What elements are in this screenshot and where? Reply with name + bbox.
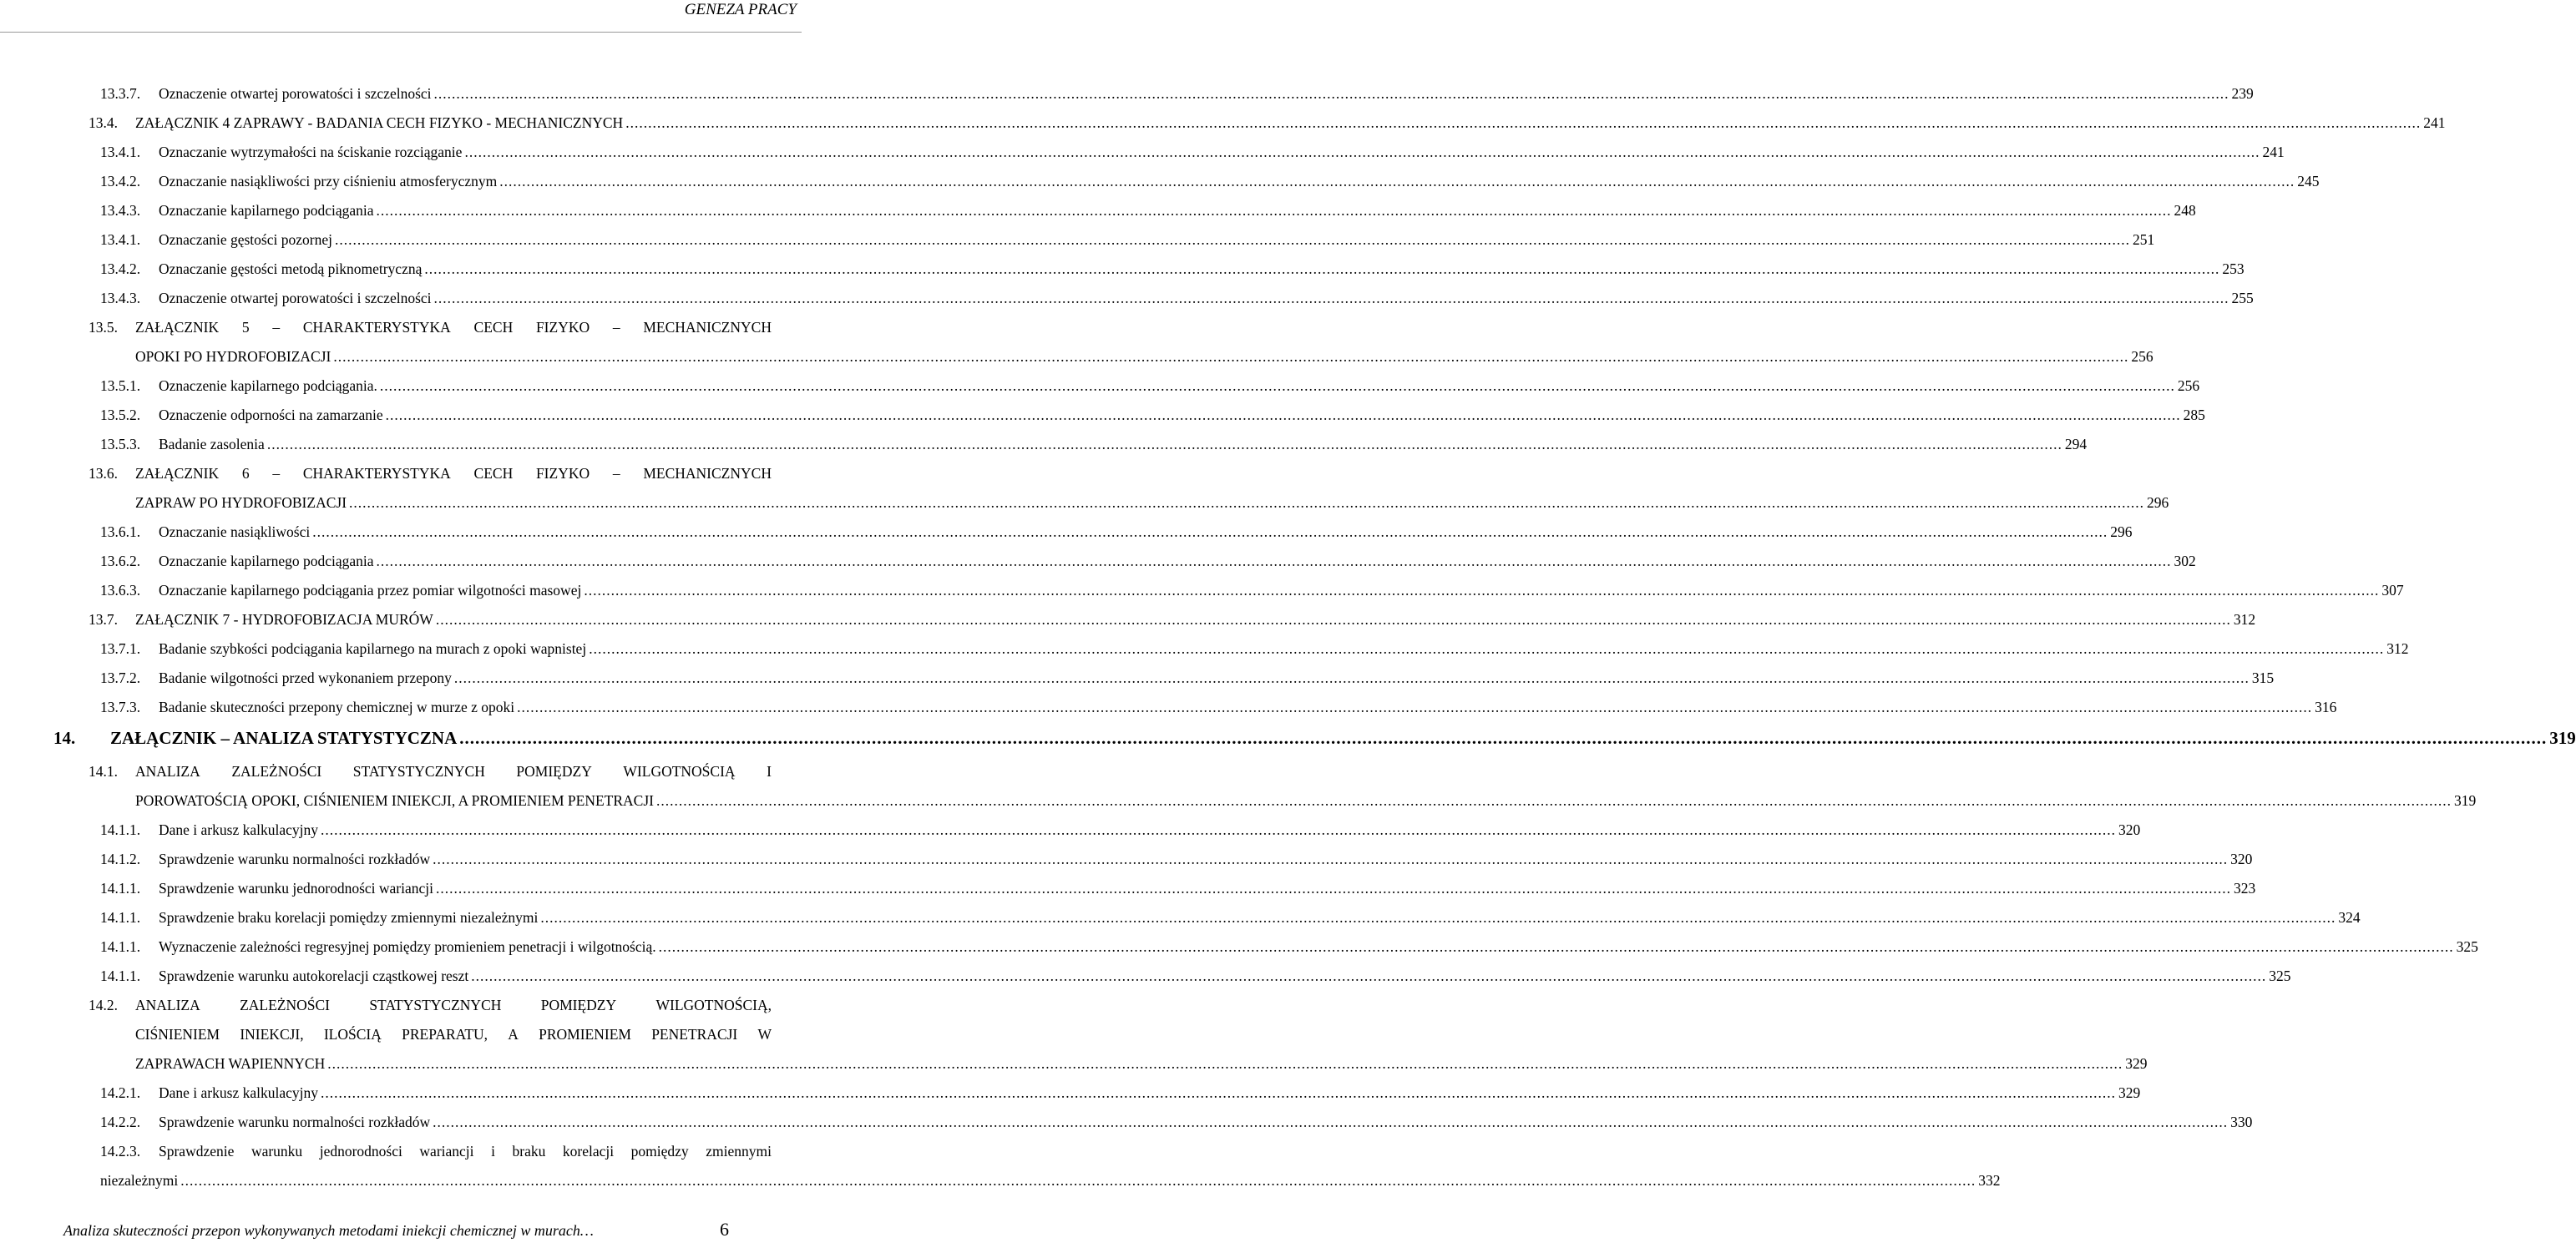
footer-title: Analiza skuteczności przepon wykonywanych metodami iniekcji chemicznej w murach… — [63, 1222, 594, 1239]
dot-leader: ................................................................................................................................................................................................................................................................................................................................................................................................................ — [433, 290, 2229, 306]
toc-entry-page: 296 — [2110, 523, 2133, 540]
toc-entry-page: 319 — [2549, 728, 2576, 748]
toc-entry-number: 14.1.2. — [100, 851, 141, 867]
toc-entry-title: Oznaczenie kapilarnego podciągania. — [159, 377, 377, 394]
toc-entry-page: 320 — [2118, 821, 2141, 838]
toc-entry-title-word: – — [612, 465, 620, 482]
toc-entry-title-word: POMIĘDZY — [516, 763, 592, 780]
toc-entry-title-word: CECH — [473, 319, 514, 336]
toc-entry-title: ZAŁĄCZNIK 4 ZAPRAWY - BADANIA CECH FIZYKO - MECHANICZNYCH — [135, 114, 624, 131]
toc-entry-title: ZAPRAWACH WAPIENNYCH — [135, 1055, 326, 1072]
toc-entry-number: 13.7.3. — [100, 699, 141, 715]
toc-entry-title-line — [159, 1142, 772, 1160]
toc-entry-number: 14.1.1. — [100, 968, 141, 984]
toc-entry-number: 14.2.2. — [100, 1114, 141, 1130]
toc-entry-title-word: FIZYKO — [535, 465, 590, 482]
toc-entry-title-word: CHARAKTERYSTYKA — [302, 465, 451, 482]
dot-leader: ................................................................................................................................................................................................................................................................................................................................................................................................................ — [376, 202, 2172, 219]
toc-entry-title-word: ZAŁĄCZNIK — [135, 319, 220, 336]
toc-entry-title: POROWATOŚCIĄ OPOKI, CIŚNIENIEM INIEKCJI, A PROMIENIEM PENETRACJI — [135, 792, 654, 809]
toc-entry-number: 13.5.2. — [100, 407, 141, 423]
toc-entry-title-word: wariancji — [419, 1143, 474, 1160]
toc-entry-title-word: PROMIENIEM — [539, 1026, 631, 1043]
toc-entry-page: 323 — [2234, 880, 2256, 897]
toc-entry-title-word: FIZYKO — [535, 319, 590, 336]
toc-entry-number: 13.4.1. — [100, 231, 141, 248]
toc-entry-page: 239 — [2231, 85, 2254, 102]
toc-entry-title: Oznaczanie kapilarnego podciągania przez pomiar wilgotności masowej — [159, 582, 582, 599]
header-rule — [0, 32, 802, 33]
toc-entry-title-line — [135, 1025, 772, 1043]
toc-entry-number: 13.4. — [89, 114, 118, 131]
toc-entry-page: 256 — [2177, 377, 2200, 394]
dot-leader: ................................................................................................................................................................................................................................................................................................................................................................................................................ — [312, 523, 2108, 540]
toc-entry-title-word: zmiennymi — [706, 1143, 772, 1160]
dot-leader: ................................................................................................................................................................................................................................................................................................................................................................................................................ — [584, 582, 2380, 599]
dot-leader: ................................................................................................................................................................................................................................................................................................................................................................................................................ — [625, 114, 2422, 131]
dot-leader: ................................................................................................................................................................................................................................................................................................................................................................................................................ — [320, 1084, 2116, 1101]
toc-entry-page: 255 — [2231, 290, 2254, 306]
toc-entry-title-word: jednorodności — [319, 1143, 402, 1160]
dot-leader: ................................................................................................................................................................................................................................................................................................................................................................................................................ — [320, 821, 2116, 838]
toc-entry-title-word: – — [272, 465, 281, 482]
toc-entry-title-word: MECHANICZNYCH — [643, 465, 772, 482]
toc-entry-title: Oznaczanie gęstości metodą piknometryczną — [159, 260, 423, 277]
dot-leader: ................................................................................................................................................................................................................................................................................................................................................................................................................ — [436, 880, 2231, 897]
toc-entry-title-word: Sprawdzenie — [159, 1143, 235, 1160]
toc-entry-page: 320 — [2230, 851, 2253, 867]
toc-entry-title: Badanie wilgotności przed wykonaniem przepony — [159, 670, 452, 686]
toc-entry-title-line — [135, 464, 772, 483]
toc-entry-title-word: ZALEŻNOŚCI — [240, 997, 330, 1013]
dot-leader: ................................................................................................................................................................................................................................................................................................................................................................................................................ — [433, 1114, 2229, 1130]
dot-leader: ................................................................................................................................................................................................................................................................................................................................................................................................................ — [655, 792, 2452, 809]
toc-entry-number: 14.1.1. — [100, 909, 141, 926]
toc-entry-title-word: CECH — [473, 465, 514, 482]
toc-entry-title-word: I — [767, 763, 772, 780]
dot-leader: ................................................................................................................................................................................................................................................................................................................................................................................................................ — [471, 968, 2267, 984]
toc-entry-number: 13.7.1. — [100, 640, 141, 657]
toc-entry-title: Oznaczanie kapilarnego podciągania — [159, 553, 374, 569]
toc-entry-page: 302 — [2174, 553, 2196, 569]
toc-entry-page: 294 — [2064, 436, 2088, 452]
toc-entry-title: Sprawdzenie braku korelacji pomiędzy zmiennymi niezależnymi — [159, 909, 539, 926]
toc-entry-title-word: STATYSTYCZNYCH — [369, 997, 502, 1013]
toc-entry-title: Oznaczanie wytrzymałości na ściskanie rozciąganie — [159, 144, 463, 160]
toc-entry-title: Sprawdzenie warunku jednorodności wariancji — [159, 880, 433, 897]
toc-entry-title-word: braku — [512, 1143, 546, 1160]
toc-entry-page: 251 — [2132, 231, 2155, 248]
toc-entry-number: 14.1.1. — [100, 821, 141, 838]
dot-leader: ................................................................................................................................................................................................................................................................................................................................................................................................................ — [424, 260, 2220, 277]
toc-entry-number: 14.2.3. — [100, 1143, 141, 1160]
toc-entry-page: 316 — [2315, 699, 2337, 715]
toc-entry-title: Badanie skuteczności przepony chemicznej w murze z opoki — [159, 699, 515, 715]
toc-entry-title-word: W — [757, 1026, 772, 1043]
toc-entry-title: Oznaczenie otwartej porowatości i szczelności — [159, 290, 432, 306]
toc-entry-page: 312 — [2386, 640, 2409, 657]
toc-entry-number: 13.5.3. — [100, 436, 141, 452]
toc-entry-title-line — [135, 996, 772, 1014]
toc-entry-title: Oznaczanie nasiąkliwości przy ciśnieniu atmosferycznym — [159, 173, 498, 189]
toc-entry-number: 14.1.1. — [100, 880, 141, 897]
dot-leader: ................................................................................................................................................................................................................................................................................................................................................................................................................ — [333, 348, 2129, 365]
toc-entry-number: 14.1. — [89, 763, 118, 780]
toc-entry-title: Oznaczanie nasiąkliwości — [159, 523, 311, 540]
toc-entry-number: 13.4.1. — [100, 144, 141, 160]
toc-entry-number: 13.6.1. — [100, 523, 141, 540]
toc-entry-title: OPOKI PO HYDROFOBIZACJI — [135, 348, 331, 365]
toc-entry-title-word: POMIĘDZY — [540, 997, 617, 1013]
toc-entry-title-word: INIEKCJI, — [240, 1026, 304, 1043]
dot-leader: ................................................................................................................................................................................................................................................................................................................................................................................................................ — [499, 173, 2295, 189]
toc-entry-page: 330 — [2230, 1114, 2253, 1130]
toc-entry-page: 241 — [2423, 114, 2446, 131]
toc-entry-title: Dane i arkusz kalkulacyjny — [159, 1084, 318, 1101]
toc-entry-title: ZAPRAW PO HYDROFOBIZACJI — [135, 494, 347, 511]
toc-entry-title-word: 5 — [241, 319, 250, 336]
toc-entry-page: 307 — [2381, 582, 2404, 599]
toc-entry-number: 13.6.2. — [100, 553, 141, 569]
toc-entry-number: 14. — [53, 728, 76, 748]
toc-entry-number: 14.2.1. — [100, 1084, 141, 1101]
toc-entry-page: 248 — [2174, 202, 2196, 219]
toc-entry-number: 13.5. — [89, 319, 118, 336]
toc-entry-title-word: – — [612, 319, 620, 336]
toc-entry-title: Badanie zasolenia — [159, 436, 265, 452]
toc-entry-title-word: warunku — [251, 1143, 303, 1160]
dot-leader: ................................................................................................................................................................................................................................................................................................................................................................................................................ — [266, 436, 2062, 452]
dot-leader: ................................................................................................................................................................................................................................................................................................................................................................................................................ — [180, 1172, 1976, 1189]
toc-entry-title: Oznaczanie kapilarnego podciągania — [159, 202, 374, 219]
toc-entry-title: Sprawdzenie warunku normalności rozkładów — [159, 851, 431, 867]
toc-entry-number: 13.7. — [89, 611, 118, 628]
dot-leader: ................................................................................................................................................................................................................................................................................................................................................................................................................ — [459, 728, 2548, 748]
toc-entry-page: 329 — [2125, 1055, 2148, 1072]
toc-entry-page: 329 — [2118, 1084, 2141, 1101]
toc-entry-title-word: STATYSTYCZNYCH — [352, 763, 485, 780]
toc-entry-number: 13.4.2. — [100, 173, 141, 189]
toc-entry-page: 332 — [1978, 1172, 2001, 1189]
toc-entry-title-word: CIŚNIENIEM — [135, 1026, 220, 1043]
toc-entry-title-word: ANALIZA — [135, 763, 200, 780]
toc-entry-page: 325 — [2269, 968, 2291, 984]
toc-entry-title-word: ZAŁĄCZNIK — [135, 465, 220, 482]
toc-entry-title-word: pomiędzy — [630, 1143, 689, 1160]
toc-entry-title-word: CHARAKTERYSTYKA — [302, 319, 451, 336]
toc-entry-page: 319 — [2453, 792, 2477, 809]
toc-entry-title: niezależnymi — [100, 1172, 179, 1189]
toc-entry-number: 14.1.1. — [100, 938, 141, 955]
toc-entry-title-line — [135, 762, 772, 781]
dot-leader: ................................................................................................................................................................................................................................................................................................................................................................................................................ — [517, 699, 2313, 715]
dot-leader: ................................................................................................................................................................................................................................................................................................................................................................................................................ — [334, 231, 2130, 248]
toc-entry-number: 13.4.2. — [100, 260, 141, 277]
toc-entry-number: 13.5.1. — [100, 377, 141, 394]
toc-entry-number: 13.6. — [89, 465, 118, 482]
dot-leader: ................................................................................................................................................................................................................................................................................................................................................................................................................ — [385, 407, 2181, 423]
page-number: 6 — [720, 1219, 729, 1240]
dot-leader: ................................................................................................................................................................................................................................................................................................................................................................................................................ — [658, 938, 2454, 955]
dot-leader: ................................................................................................................................................................................................................................................................................................................................................................................................................ — [540, 909, 2336, 926]
toc-entry-title-word: – — [272, 319, 281, 336]
toc-entry-title: Sprawdzenie warunku autokorelacji cząstkowej reszt — [159, 968, 469, 984]
toc-entry-page: 245 — [2297, 173, 2320, 189]
toc-entry-title-word: PREPARATU, — [402, 1026, 488, 1043]
dot-leader: ................................................................................................................................................................................................................................................................................................................................................................................................................ — [379, 377, 2175, 394]
toc-entry-title: Oznaczenie otwartej porowatości i szczelności — [159, 85, 432, 102]
toc-entry-title-word: A — [508, 1026, 519, 1043]
toc-entry-page: 256 — [2131, 348, 2153, 365]
toc-entry-page: 315 — [2251, 670, 2275, 686]
toc-entry-number: 13.3.7. — [100, 85, 141, 102]
toc-entry-page: 241 — [2262, 144, 2285, 160]
toc-entry-title-word: 6 — [241, 465, 250, 482]
toc-entry-title-line — [135, 318, 772, 336]
running-header: GENEZA PRACY — [684, 1, 797, 18]
dot-leader: ................................................................................................................................................................................................................................................................................................................................................................................................................ — [349, 494, 2145, 511]
dot-leader: ................................................................................................................................................................................................................................................................................................................................................................................................................ — [464, 144, 2260, 160]
dot-leader: ................................................................................................................................................................................................................................................................................................................................................................................................................ — [589, 640, 2385, 657]
toc-entry-page: 285 — [2183, 407, 2205, 423]
toc-entry-title-word: ILOŚCIĄ — [323, 1026, 382, 1043]
dot-leader: ................................................................................................................................................................................................................................................................................................................................................................................................................ — [327, 1055, 2123, 1072]
dot-leader: ................................................................................................................................................................................................................................................................................................................................................................................................................ — [453, 670, 2250, 686]
toc-entry-number: 13.4.3. — [100, 290, 141, 306]
toc-entry-title-word: ANALIZA — [135, 997, 200, 1013]
toc-entry-number: 13.7.2. — [100, 670, 141, 686]
toc-entry-title-word: ZALEŻNOŚCI — [231, 763, 322, 780]
toc-entry-title-word: WILGOTNOŚCIĄ — [623, 763, 736, 780]
dot-leader: ................................................................................................................................................................................................................................................................................................................................................................................................................ — [433, 85, 2229, 102]
toc-entry-title-word: PENETRACJI — [651, 1026, 738, 1043]
toc-entry-title: Sprawdzenie warunku normalności rozkładów — [159, 1114, 431, 1130]
toc-entry-page: 325 — [2456, 938, 2478, 955]
toc-entry-title: Badanie szybkości podciągania kapilarnego na murach z opoki wapnistej — [159, 640, 587, 657]
toc-entry-title-word: MECHANICZNYCH — [643, 319, 772, 336]
toc-entry-number: 14.2. — [89, 997, 118, 1013]
toc-entry-title: Oznaczenie odporności na zamarzanie — [159, 407, 383, 423]
toc-entry-title: Oznaczanie gęstości pozornej — [159, 231, 332, 248]
toc-entry-page: 324 — [2338, 909, 2361, 926]
toc-entry-page: 312 — [2233, 611, 2256, 628]
dot-leader: ................................................................................................................................................................................................................................................................................................................................................................................................................ — [435, 611, 2231, 628]
toc-entry-number: 13.4.3. — [100, 202, 141, 219]
toc-entry-title: ZAŁĄCZNIK – ANALIZA STATYSTYCZNA — [110, 728, 458, 748]
toc-entry-page: 296 — [2147, 494, 2169, 511]
toc-entry-page: 253 — [2222, 260, 2245, 277]
toc-entry-title-word: korelacji — [562, 1143, 615, 1160]
toc-entry-title-word: WILGOTNOŚCIĄ, — [655, 997, 772, 1013]
toc-entry-number: 13.6.3. — [100, 582, 141, 599]
toc-entry-title: Dane i arkusz kalkulacyjny — [159, 821, 318, 838]
toc-entry-title-word: i — [491, 1143, 495, 1160]
toc-entry-title: Wyznaczenie zależności regresyjnej pomiędzy promieniem penetracji i wilgotnością. — [159, 938, 656, 955]
toc-entry-title: ZAŁĄCZNIK 7 - HYDROFOBIZACJA MURÓW — [135, 611, 433, 628]
dot-leader: ................................................................................................................................................................................................................................................................................................................................................................................................................ — [376, 553, 2172, 569]
dot-leader: ................................................................................................................................................................................................................................................................................................................................................................................................................ — [433, 851, 2229, 867]
